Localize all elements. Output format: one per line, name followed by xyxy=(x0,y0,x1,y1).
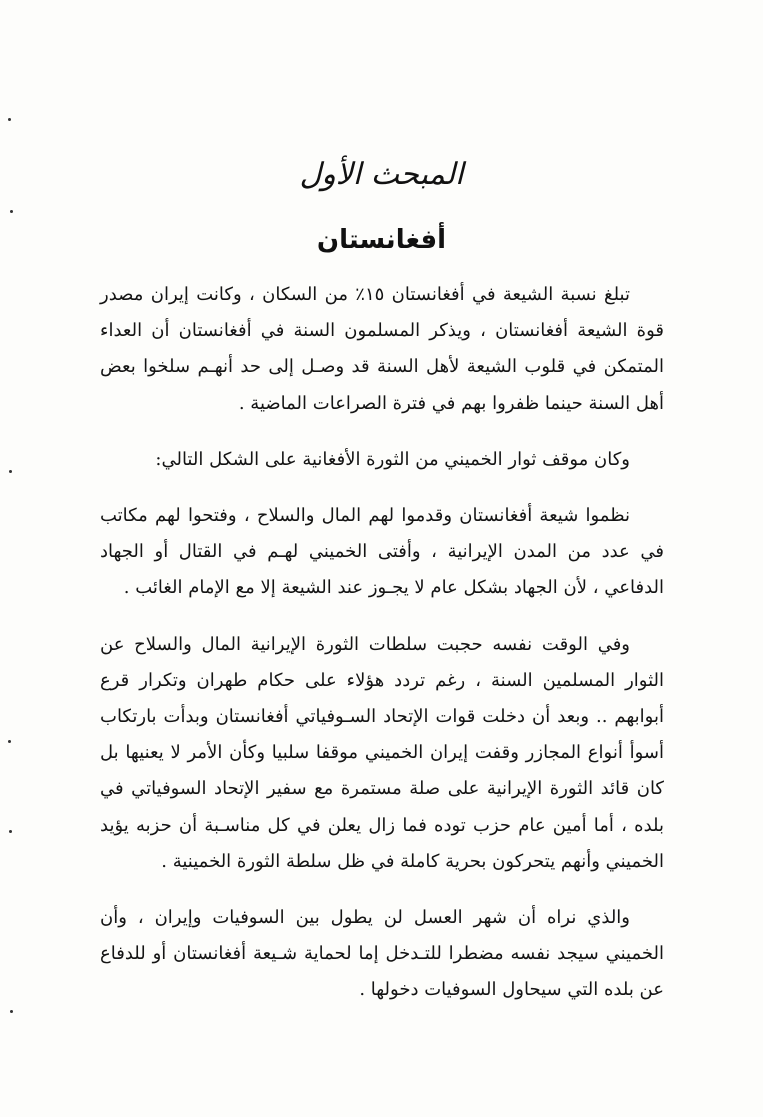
body-text xyxy=(100,277,664,1009)
paragraph-3: نظموا شيعة أفغانستان وقدموا لهم المال والسلاح ، وفتحوا لهم مكاتب في عدد من المدن الإيرانية ، وأفتى الخميني لهـم في القتال أو الجهاد الدفاعي ، لأن الجهاد بشكل عام لا يجـوز عند الشيعة إلا مع الإمام الغائب . xyxy=(100,505,664,599)
scan-speck xyxy=(9,830,12,833)
scan-speck xyxy=(10,210,13,213)
scan-speck xyxy=(9,470,12,473)
paragraph-4: وفي الوقت نفسه حجبت سلطات الثورة الإيرانية المال والسلاح عن الثوار المسلمين السنة ، رغم تردد هؤلاء على حكام طهران وتكرار قرع أبوابهم .. وبعد أن دخلت قوات الإتحاد السـوفياتي أفغانستان وبدأت بارتكاب أسوأ أنواع المجازر وقفت إيران الخميني موقفا سلبيا وكأن الأمر لا يعنيها بل كان قائد الثورة الإيرانية على صلة مستمرة مع سفير الإتحاد السوفياتي في بلده ، أما أمين عام حزب توده فما زال يعلن في كل مناسـبة أن حزبه يؤيد الخميني وأنهم يتحركون بحرية كاملة في ظل سلطة الثورة الخمينية . xyxy=(100,633,664,872)
scan-speck xyxy=(8,118,11,121)
scan-speck xyxy=(8,740,11,743)
paragraph-5: والذي نراه أن شهر العسل لن يطول بين السوفيات وإيران ، وأن الخميني سيجد نفسه مضطرا للتـدخل إما لحماية شـيعة أفغانستان أو للدفاع عن بلده التي سيحاول السوفيات دخولها . xyxy=(100,907,664,1001)
scan-speck xyxy=(10,1010,13,1013)
chapter-heading: المبحث الأول xyxy=(299,157,464,192)
section-title: أفغانستان xyxy=(316,225,447,255)
paragraph-2: وكان موقف ثوار الخميني من الثورة الأفغانية على الشكل التالي: xyxy=(155,448,630,470)
paragraph-1: تبلغ نسبة الشيعة في أفغانستان ١٥٪ من السكان ، وكانت إيران مصدر قوة الشيعة أفغانستان ، ويذكر المسلمون السنة في أفغانستان أن العداء المتمكن في قلوب الشيعة لأهل السنة قد وصـل إلى حد أنهـم سلخوا بعض أهل السنة حينما ظفروا بهم في فترة الصراعات الماضية . xyxy=(100,284,664,414)
